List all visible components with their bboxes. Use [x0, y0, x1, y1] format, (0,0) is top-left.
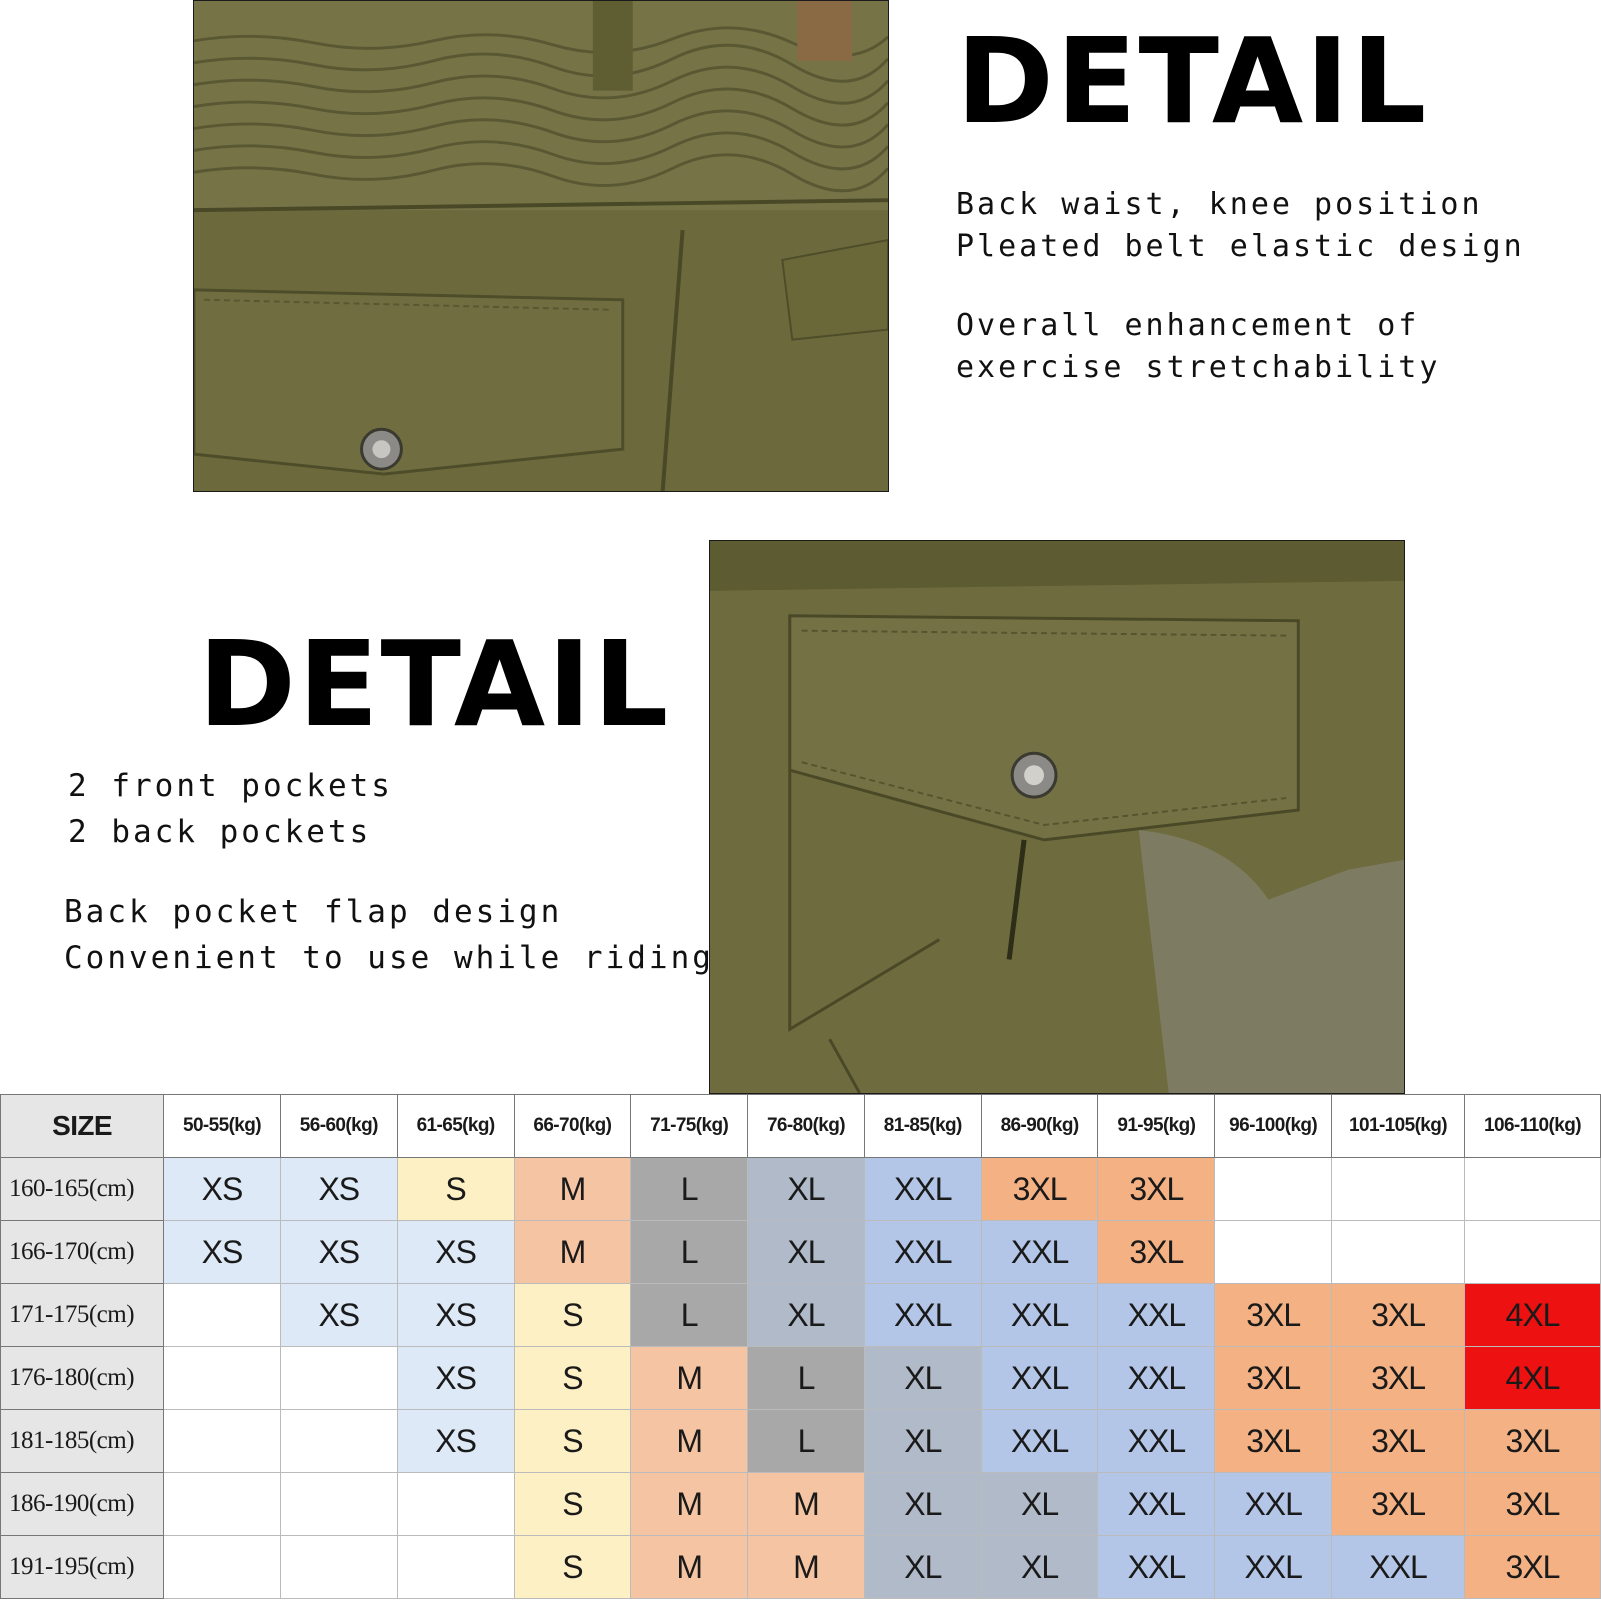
- size-cell: M: [748, 1536, 865, 1599]
- size-cell: XS: [280, 1158, 397, 1221]
- size-cell: M: [514, 1221, 631, 1284]
- size-cell: XS: [397, 1410, 514, 1473]
- height-row-label: 166-170(cm): [1, 1221, 164, 1284]
- description-line: Overall enhancement of: [956, 308, 1420, 343]
- description-line: Pleated belt elastic design: [956, 229, 1525, 264]
- size-cell: [1332, 1221, 1465, 1284]
- table-row: [1, 1473, 1601, 1536]
- weight-column-header: 61-65(kg): [397, 1095, 514, 1158]
- weight-column-header: 106-110(kg): [1464, 1095, 1600, 1158]
- size-cell: [1464, 1221, 1600, 1284]
- size-cell: L: [631, 1221, 748, 1284]
- size-cell: L: [748, 1410, 865, 1473]
- weight-column-header: 96-100(kg): [1215, 1095, 1332, 1158]
- size-cell: S: [514, 1473, 631, 1536]
- size-cell: 3XL: [1332, 1347, 1465, 1410]
- size-cell: XXL: [1098, 1473, 1215, 1536]
- size-cell: XL: [748, 1221, 865, 1284]
- size-cell: XXL: [864, 1221, 981, 1284]
- description-line: 2 front pockets: [68, 768, 393, 804]
- size-cell: S: [514, 1347, 631, 1410]
- size-cell: XXL: [981, 1347, 1098, 1410]
- size-cell: XXL: [981, 1284, 1098, 1347]
- size-cell: XS: [397, 1347, 514, 1410]
- height-row-label: 191-195(cm): [1, 1536, 164, 1599]
- size-cell: XS: [164, 1221, 281, 1284]
- size-cell: M: [631, 1536, 748, 1599]
- back-pocket-photo: [709, 540, 1405, 1094]
- table-row: [1, 1410, 1601, 1473]
- size-cell: [1464, 1158, 1600, 1221]
- size-cell: XL: [864, 1536, 981, 1599]
- size-cell: S: [514, 1284, 631, 1347]
- table-row: [1, 1347, 1601, 1410]
- size-cell: XXL: [864, 1284, 981, 1347]
- size-cell: [164, 1410, 281, 1473]
- size-cell: 3XL: [1215, 1284, 1332, 1347]
- waist-description: [956, 187, 1525, 264]
- size-cell: [164, 1347, 281, 1410]
- size-cell: XS: [280, 1284, 397, 1347]
- size-cell: 4XL: [1464, 1347, 1600, 1410]
- size-cell: [280, 1410, 397, 1473]
- size-cell: [164, 1473, 281, 1536]
- size-cell: XXL: [981, 1221, 1098, 1284]
- size-cell: XS: [397, 1284, 514, 1347]
- size-cell: XL: [981, 1536, 1098, 1599]
- weight-column-header: 56-60(kg): [280, 1095, 397, 1158]
- size-cell: 3XL: [1464, 1473, 1600, 1536]
- size-cell: 3XL: [1215, 1410, 1332, 1473]
- size-cell: 4XL: [1464, 1284, 1600, 1347]
- stretch-description: [956, 308, 1441, 385]
- size-cell: [164, 1284, 281, 1347]
- size-cell: 3XL: [1098, 1158, 1215, 1221]
- description-line: 2 back pockets: [68, 814, 372, 850]
- size-cell: [280, 1347, 397, 1410]
- description-line: Back pocket flap design: [64, 894, 563, 930]
- size-cell: XL: [748, 1284, 865, 1347]
- size-cell: XL: [864, 1347, 981, 1410]
- weight-column-header: 81-85(kg): [864, 1095, 981, 1158]
- size-cell: XL: [981, 1473, 1098, 1536]
- weight-column-header: 71-75(kg): [631, 1095, 748, 1158]
- size-cell: [1215, 1158, 1332, 1221]
- size-cell: 3XL: [1464, 1536, 1600, 1599]
- flap-description: [64, 894, 714, 976]
- size-cell: [280, 1473, 397, 1536]
- size-cell: M: [631, 1347, 748, 1410]
- size-cell: [164, 1536, 281, 1599]
- size-cell: XS: [280, 1221, 397, 1284]
- size-cell: L: [631, 1284, 748, 1347]
- description-line: Back waist, knee position: [956, 187, 1483, 222]
- size-cell: XXL: [1098, 1347, 1215, 1410]
- height-row-label: 181-185(cm): [1, 1410, 164, 1473]
- size-cell: S: [514, 1410, 631, 1473]
- size-cell: L: [748, 1347, 865, 1410]
- height-row-label: 171-175(cm): [1, 1284, 164, 1347]
- size-cell: XXL: [1098, 1536, 1215, 1599]
- size-chart-body: [1, 1158, 1601, 1599]
- weight-column-header: 76-80(kg): [748, 1095, 865, 1158]
- table-row: [1, 1158, 1601, 1221]
- size-cell: [1332, 1158, 1465, 1221]
- size-cell: 3XL: [1332, 1284, 1465, 1347]
- size-cell: 3XL: [981, 1158, 1098, 1221]
- size-cell: XL: [748, 1158, 865, 1221]
- height-row-label: 176-180(cm): [1, 1347, 164, 1410]
- size-chart-table: [0, 1094, 1601, 1599]
- size-cell: 3XL: [1332, 1473, 1465, 1536]
- detail-heading-top: DETAIL: [956, 12, 1429, 150]
- detail-heading-middle: DETAIL: [198, 615, 671, 753]
- size-cell: XXL: [981, 1410, 1098, 1473]
- size-corner-label: SIZE: [1, 1095, 164, 1158]
- size-cell: XS: [164, 1158, 281, 1221]
- height-row-label: 160-165(cm): [1, 1158, 164, 1221]
- size-cell: L: [631, 1158, 748, 1221]
- size-cell: [397, 1536, 514, 1599]
- size-cell: XXL: [1215, 1473, 1332, 1536]
- size-cell: M: [748, 1473, 865, 1536]
- size-cell: XXL: [864, 1158, 981, 1221]
- size-cell: XS: [397, 1221, 514, 1284]
- size-cell: XXL: [1332, 1536, 1465, 1599]
- size-cell: S: [397, 1158, 514, 1221]
- size-cell: S: [514, 1536, 631, 1599]
- weight-column-header: 66-70(kg): [514, 1095, 631, 1158]
- size-cell: 3XL: [1215, 1347, 1332, 1410]
- size-cell: XL: [864, 1473, 981, 1536]
- height-row-label: 186-190(cm): [1, 1473, 164, 1536]
- table-row: [1, 1221, 1601, 1284]
- size-cell: 3XL: [1464, 1410, 1600, 1473]
- size-cell: 3XL: [1098, 1221, 1215, 1284]
- description-line: Convenient to use while riding: [64, 940, 714, 976]
- weight-column-header: 101-105(kg): [1332, 1095, 1465, 1158]
- weight-column-header: 86-90(kg): [981, 1095, 1098, 1158]
- size-cell: XXL: [1215, 1536, 1332, 1599]
- table-row: [1, 1536, 1601, 1599]
- size-cell: M: [631, 1473, 748, 1536]
- size-cell: [1215, 1221, 1332, 1284]
- pockets-description: [68, 768, 393, 850]
- size-cell: M: [631, 1410, 748, 1473]
- size-cell: M: [514, 1158, 631, 1221]
- back-waist-photo: [193, 0, 889, 492]
- weight-column-header: 50-55(kg): [164, 1095, 281, 1158]
- size-cell: XXL: [1098, 1410, 1215, 1473]
- size-cell: XXL: [1098, 1284, 1215, 1347]
- size-cell: [280, 1536, 397, 1599]
- size-cell: [397, 1473, 514, 1536]
- size-cell: XL: [864, 1410, 981, 1473]
- weight-header-row: [1, 1095, 1601, 1158]
- table-row: [1, 1284, 1601, 1347]
- weight-column-header: 91-95(kg): [1098, 1095, 1215, 1158]
- description-line: exercise stretchability: [956, 350, 1441, 385]
- size-cell: 3XL: [1332, 1410, 1465, 1473]
